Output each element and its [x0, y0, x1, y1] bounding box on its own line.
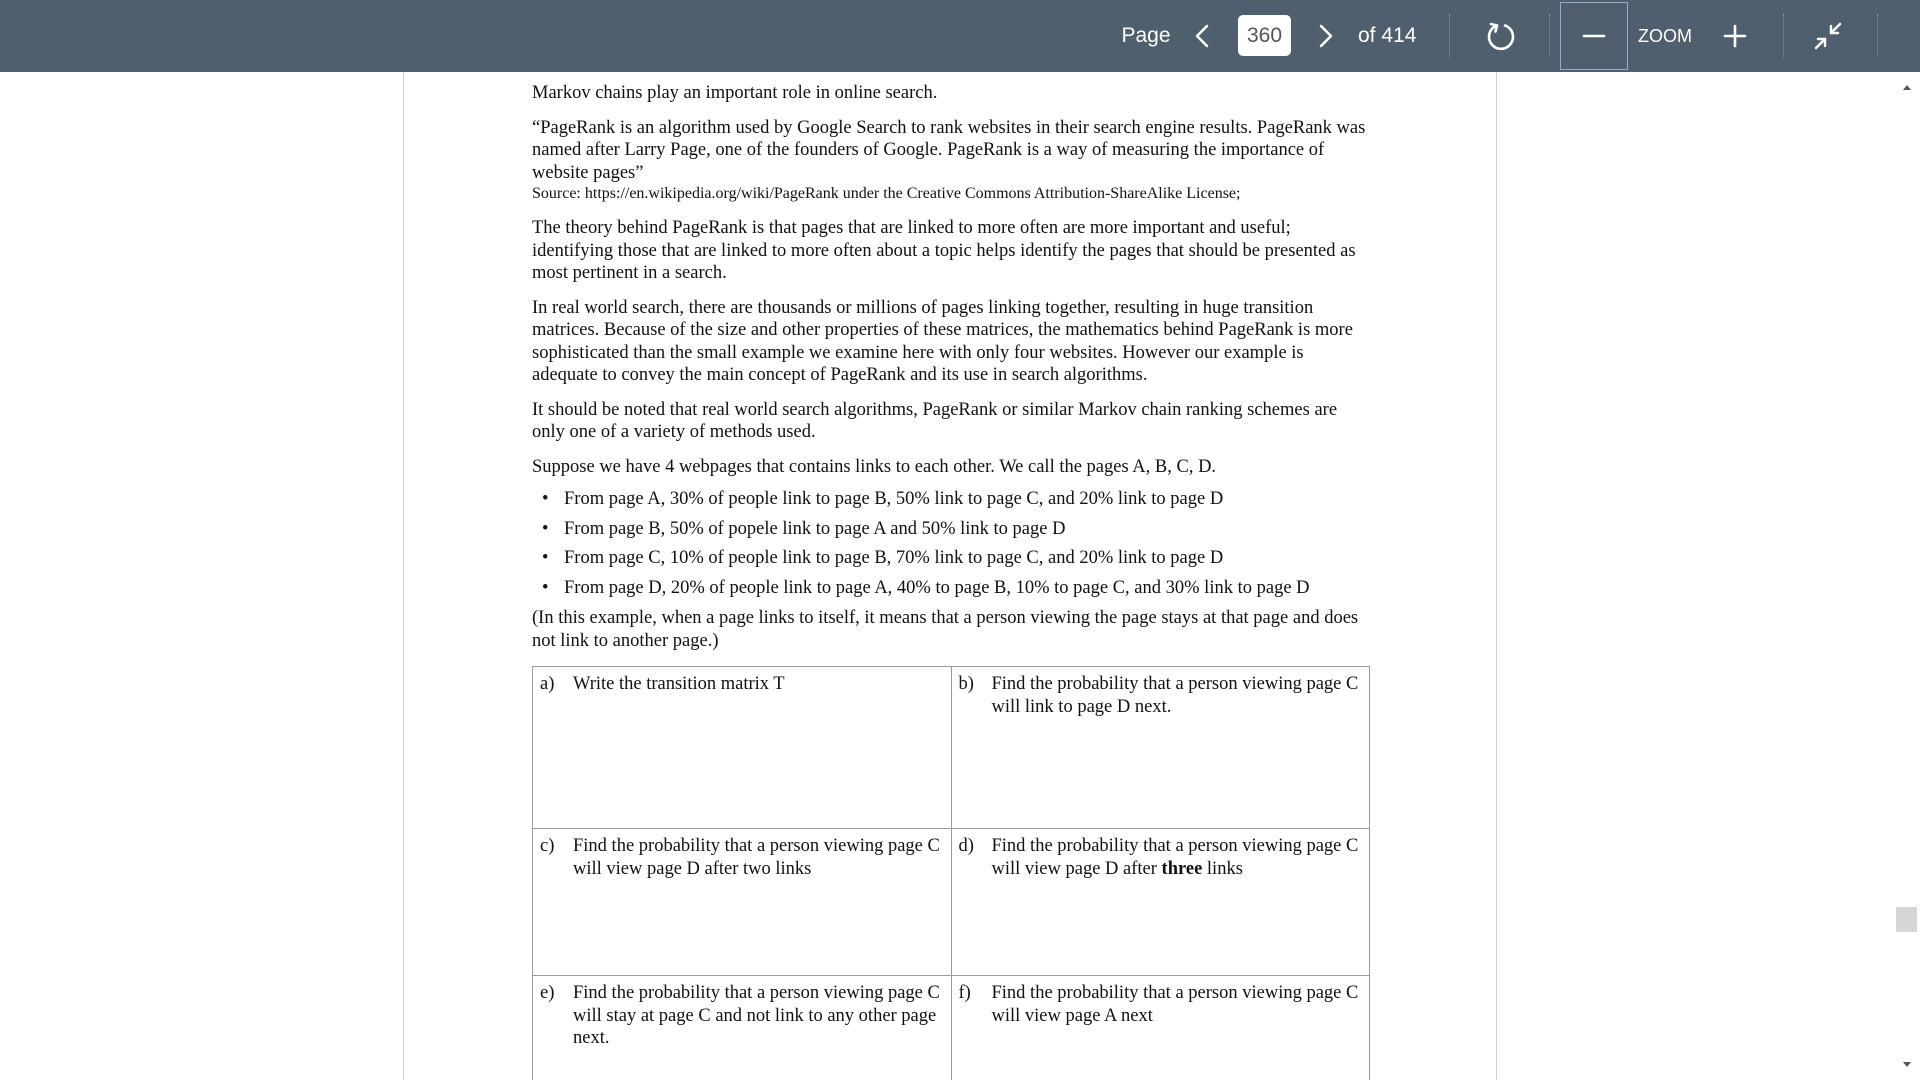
- pagerank-quote: “PageRank is an algorithm used by Google Search to rank websites in their search engine results. PageRank was named after Larry Page, one of the founders of Google. PageRank is a way of measuring the importance of website pages”: [532, 117, 1366, 183]
- document-viewer[interactable]: [0, 72, 1920, 1080]
- scroll-up-arrow-icon: [1898, 80, 1916, 96]
- toolbar-divider: [1549, 14, 1550, 58]
- question-e-cell: [533, 976, 952, 1080]
- note-paragraph: It should be noted that real world search algorithms, PageRank or similar Markov chain ranking schemes are only one of a variety of methods used.: [532, 399, 1338, 442]
- zoom-in-button[interactable]: [1716, 0, 1754, 72]
- question-letter: b): [958, 674, 974, 694]
- question-b-cell: [951, 667, 1370, 829]
- question-c-text: Find the probability that a person viewing page C will view page D after two links: [573, 836, 940, 879]
- question-f-text: Find the probability that a person viewing page C will view page A next: [991, 983, 1359, 1026]
- page-content: [532, 82, 1372, 1080]
- suppose-paragraph: Suppose we have 4 webpages that contains links to each other. We call the pages A, B, C, D.: [532, 456, 1217, 477]
- question-f-cell: [951, 976, 1370, 1080]
- intro-paragraph: Markov chains play an important role in online search.: [532, 83, 938, 103]
- next-page-button[interactable]: [1308, 0, 1344, 72]
- scroll-up-button[interactable]: [1898, 80, 1916, 96]
- question-a-cell: [533, 667, 952, 829]
- question-b-text: Find the probability that a person viewing page C will link to page D next.: [991, 674, 1359, 717]
- bullet-icon: •: [542, 548, 549, 568]
- bullet-icon: •: [542, 518, 549, 539]
- minus-icon: [1582, 24, 1606, 48]
- question-d-cell: [951, 829, 1370, 976]
- toolbar-divider: [1449, 14, 1450, 58]
- questions-table: [532, 666, 1370, 1080]
- source-citation: Source: https://en.wikipedia.org/wiki/PageRank under the Creative Commons Attribution-ShareAlike License;: [532, 185, 1241, 202]
- question-letter: a): [540, 674, 555, 694]
- zoom-label: ZOOM: [1638, 25, 1692, 46]
- scrollbar-thumb[interactable]: [1896, 907, 1917, 932]
- real-world-paragraph: In real world search, there are thousands or millions of pages linking together, resulting in huge transition matrices. Because of the size and other properties of these matrices, the mathematics behind PageRank is more sophisticated than the small example we examine here with only four websites. However our example is adequate to convey the main concept of PageRank and its use in search algorithms.: [532, 297, 1353, 385]
- chevron-left-icon: [1193, 23, 1211, 49]
- plus-icon: [1723, 24, 1747, 48]
- question-d-emphasis: three: [1161, 858, 1203, 879]
- list-item: [532, 488, 1372, 511]
- previous-page-button[interactable]: [1184, 0, 1220, 72]
- zoom-out-button[interactable]: [1560, 2, 1628, 70]
- question-d-text-before: Find the probability that a person viewing page C will view page D after: [991, 836, 1359, 879]
- question-c-cell: [533, 829, 952, 976]
- rotate-button[interactable]: [1480, 0, 1522, 72]
- chevron-right-icon: [1317, 23, 1335, 49]
- rotate-icon: [1485, 20, 1517, 52]
- toolbar-divider: [1783, 14, 1784, 58]
- list-item-text: From page D, 20% of people link to page A, 40% to page B, 10% to page C, and 30% link to page D: [564, 577, 1310, 598]
- question-d-text-after: links: [1202, 858, 1243, 879]
- collapse-icon: [1814, 22, 1842, 50]
- total-pages-label: of 414: [1358, 24, 1417, 47]
- list-item-text: From page C, 10% of people link to page B, 70% link to page C, and 20% link to page D: [564, 548, 1224, 568]
- list-item: [532, 518, 1372, 541]
- list-item: [532, 547, 1372, 570]
- list-item: [532, 577, 1372, 600]
- list-item-text: From page A, 30% of people link to page B, 50% link to page C, and 20% link to page D: [564, 489, 1224, 509]
- question-letter: c): [540, 836, 555, 856]
- page-number-input[interactable]: [1238, 15, 1291, 56]
- example-note-paragraph: (In this example, when a page links to itself, it means that a person viewing the page stays at that page and does not link to another page.): [532, 608, 1359, 651]
- link-probabilities-list: [532, 488, 1372, 599]
- bullet-icon: •: [542, 577, 549, 598]
- exit-fullscreen-button[interactable]: [1808, 0, 1848, 72]
- question-e-text: Find the probability that a person viewing page C will stay at page C and not link to any other page next.: [573, 983, 940, 1048]
- list-item-text: From page B, 50% of popele link to page A and 50% link to page D: [564, 518, 1066, 539]
- question-a-text: Write the transition matrix T: [573, 674, 785, 694]
- question-letter: d): [958, 836, 974, 856]
- question-letter: e): [540, 983, 555, 1003]
- question-d-text: [992, 835, 1366, 880]
- bullet-icon: •: [542, 489, 549, 509]
- scroll-down-arrow-icon: [1898, 1056, 1916, 1072]
- page-label: Page: [1121, 24, 1171, 47]
- theory-paragraph: The theory behind PageRank is that pages that are linked to more often are more important and useful; identifying those that are linked to more often about a topic helps identify the pages that should be presented as most pertinent in a search.: [532, 218, 1356, 283]
- toolbar-divider: [1877, 14, 1878, 58]
- pdf-page: [403, 72, 1497, 1080]
- pdf-toolbar: [0, 0, 1920, 72]
- question-letter: f): [958, 983, 971, 1003]
- scroll-down-button[interactable]: [1898, 1056, 1916, 1072]
